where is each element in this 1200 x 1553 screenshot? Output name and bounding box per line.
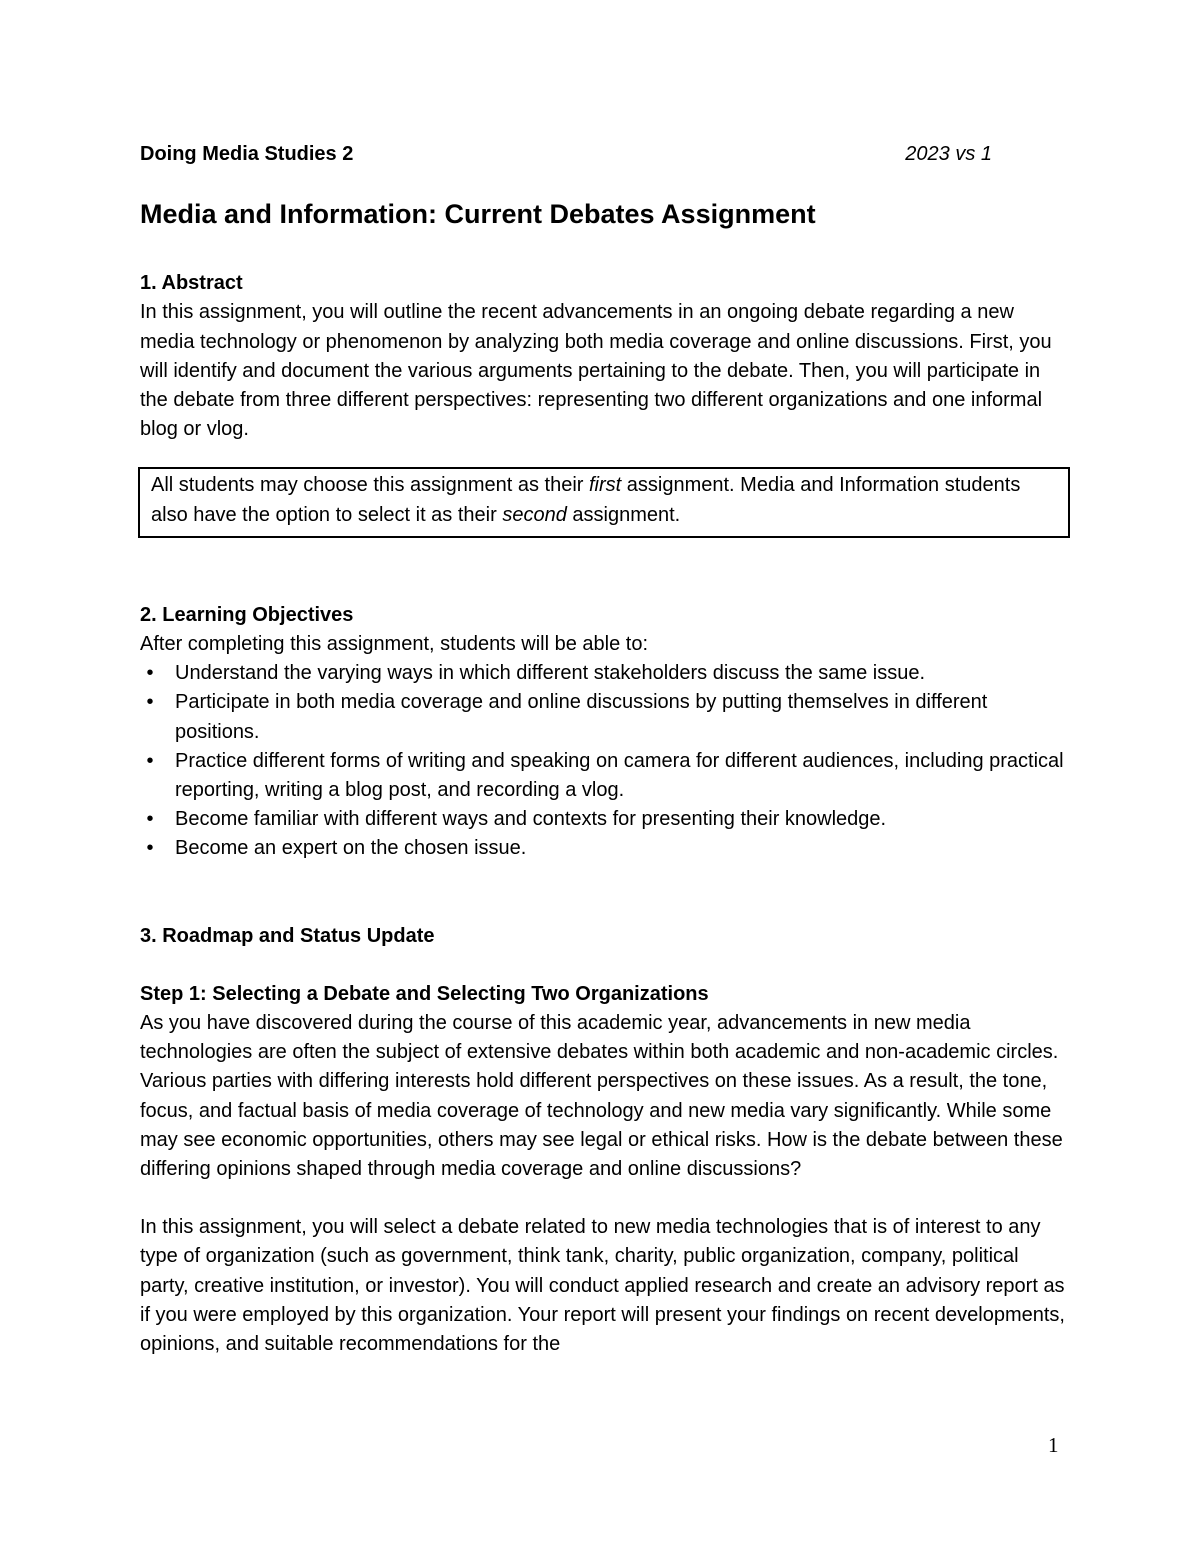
note-text-1: All students may choose this assignment as their [151, 474, 589, 497]
objective-text: Become familiar with different ways and contexts for presenting their knowledge. [175, 808, 887, 831]
bullet-icon: • [146, 662, 154, 685]
version-label: 2023 vs 1 [905, 143, 992, 165]
objective-text: Understand the varying ways in which different stakeholders discuss the same issue. [175, 662, 926, 685]
learning-objectives-section [140, 601, 1065, 864]
document-title: Media and Information: Current Debates Assignment [140, 199, 816, 230]
objectives-list [140, 659, 1065, 863]
note-text-3: assignment. [566, 503, 681, 526]
roadmap-heading: 3. Roadmap and Status Update [140, 924, 435, 947]
abstract-heading: 1. Abstract [140, 272, 243, 295]
list-item [140, 805, 1065, 834]
objective-text: Participate in both media coverage and online discussions by putting themselves in different positions. [175, 691, 988, 743]
note-text-2: assignment. Media and Information students also have the option to select it as their [151, 474, 1021, 526]
list-item [140, 834, 1065, 863]
roadmap-section [140, 922, 1065, 1360]
objectives-heading: 2. Learning Objectives [140, 603, 354, 626]
roadmap-paragraph-2: In this assignment, you will select a debate related to new media technologies that is of interest to any type of organization (such as government, think tank, charity, public organization, company, political party, creative institution, or investor). You will conduct applied research and create an advisory report as if you were employed by this organization. Your report will present your findings on recent developments, opinions, and suitable recommendations for the [140, 1216, 1065, 1356]
abstract-text: In this assignment, you will outline the recent advancements in an ongoing debate regarding a new media technology or phenomenon by analyzing both media coverage and online discussions. First, you will identify and document the various arguments pertaining to the debate. Then, you will participate in the debate from three different perspectives: representing two different organizations and one informal blog or vlog. [140, 301, 1052, 441]
page-number: 1 [1048, 1433, 1059, 1457]
bullet-icon: • [146, 837, 154, 860]
list-item [140, 659, 1065, 688]
document-header [140, 140, 1065, 169]
objectives-intro: After completing this assignment, students will be able to: [140, 633, 649, 656]
list-item [140, 688, 1065, 746]
abstract-section [140, 269, 1065, 444]
course-name: Doing Media Studies 2 [140, 143, 354, 165]
note-emphasis-second: second [502, 503, 567, 526]
objective-text: Practice different forms of writing and speaking on camera for different audiences, including practical reporting, writing a blog post, and recording a vlog. [175, 749, 1064, 802]
bullet-icon: • [146, 749, 154, 772]
bullet-icon: • [146, 691, 154, 714]
objective-text: Become an expert on the chosen issue. [175, 837, 527, 860]
note-emphasis-first: first [589, 474, 622, 497]
roadmap-paragraph-1: As you have discovered during the course of this academic year, advancements in new media technologies are often the subject of extensive debates within both academic and non-academic circles. Various parties with differing interests hold different perspectives on these issues. As a result, the tone, focus, and factual basis of media coverage of technology and new media vary significantly. While some may see economic opportunities, others may see legal or ethical risks. How is the debate between these differing opinions shaped through media coverage and online discussions? [140, 1012, 1063, 1181]
bullet-icon: • [146, 808, 154, 831]
eligibility-note-box [138, 467, 1070, 537]
list-item [140, 747, 1065, 805]
step1-heading: Step 1: Selecting a Debate and Selecting Two Organizations [140, 982, 709, 1005]
page-content [140, 140, 1065, 1359]
